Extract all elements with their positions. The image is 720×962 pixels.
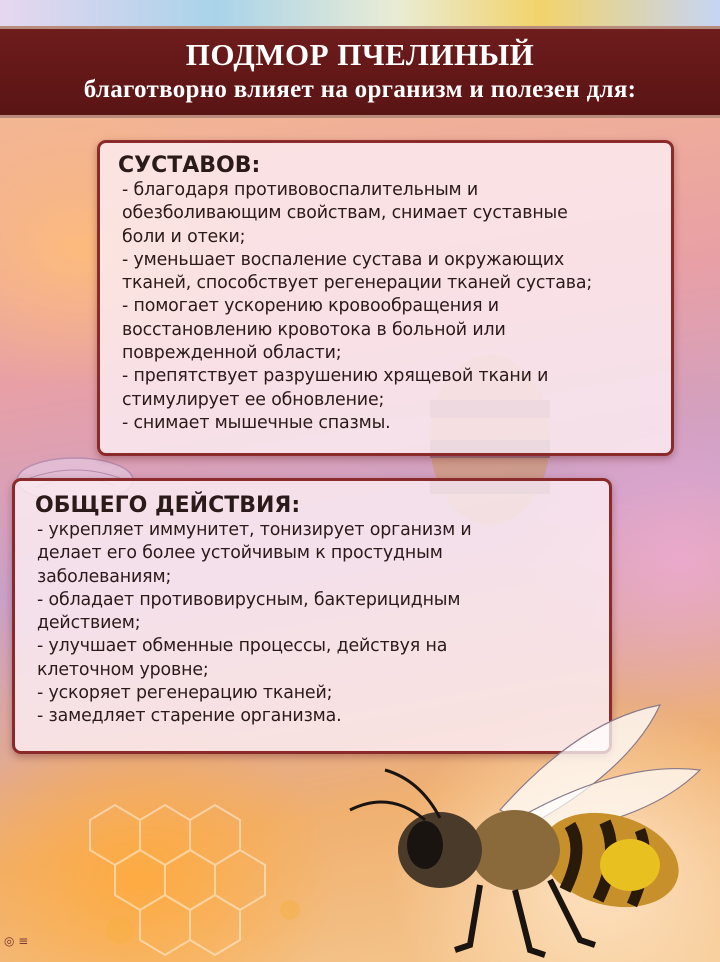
list-item: делает его более устойчивым к простудным: [37, 543, 443, 564]
list-item: тканей, способствует регенерации тканей сустава;: [122, 273, 593, 294]
bee-icon: [330, 700, 720, 962]
general-heading: ОБЩЕГО ДЕЙСТВИЯ:: [35, 493, 301, 518]
list-item: - благодаря противовоспалительным и: [122, 180, 479, 200]
list-item: заболеваниям;: [37, 566, 172, 587]
list-item: - помогает ускорению кровообращения и: [122, 296, 499, 317]
joints-list: [118, 179, 663, 435]
title-banner: [0, 26, 720, 118]
top-decor-strip: [0, 0, 720, 26]
list-item: клеточном уровне;: [37, 659, 209, 680]
list-item: - обладает противовирусным, бактерицидным: [37, 589, 461, 610]
list-item: поврежденной области;: [122, 343, 342, 364]
list-item: - снимает мышечные спазмы.: [122, 412, 391, 433]
list-item: стимулирует ее обновление;: [122, 389, 385, 410]
corner-logo-icon: ◎ ≡: [4, 934, 29, 948]
honeycomb-icon: [60, 800, 360, 960]
joints-panel: [97, 140, 674, 456]
list-item: восстановлению кровотока в больной или: [122, 319, 506, 340]
general-list: [35, 519, 599, 729]
list-item: - препятствует разрушению хрящевой ткани и: [122, 366, 549, 387]
list-item: - уменьшает воспаление сустава и окружающих: [122, 249, 565, 270]
list-item: обезболивающим свойствам, снимает суставные: [122, 203, 568, 224]
page-title: ПОДМОР ПЧЕЛИНЫЙ: [185, 37, 535, 72]
list-item: - улучшает обменные процессы, действуя на: [37, 636, 448, 657]
list-item: действием;: [37, 613, 141, 634]
list-item: - ускоряет регенерацию тканей;: [37, 683, 333, 704]
page-subtitle: благотворно влияет на организм и полезен для:: [83, 76, 637, 103]
list-item: - укрепляет иммунитет, тонизирует организм и: [37, 520, 472, 540]
list-item: боли и отеки;: [122, 226, 246, 247]
joints-heading: СУСТАВОВ:: [118, 153, 261, 178]
list-item: - замедляет старение организма.: [37, 706, 342, 727]
